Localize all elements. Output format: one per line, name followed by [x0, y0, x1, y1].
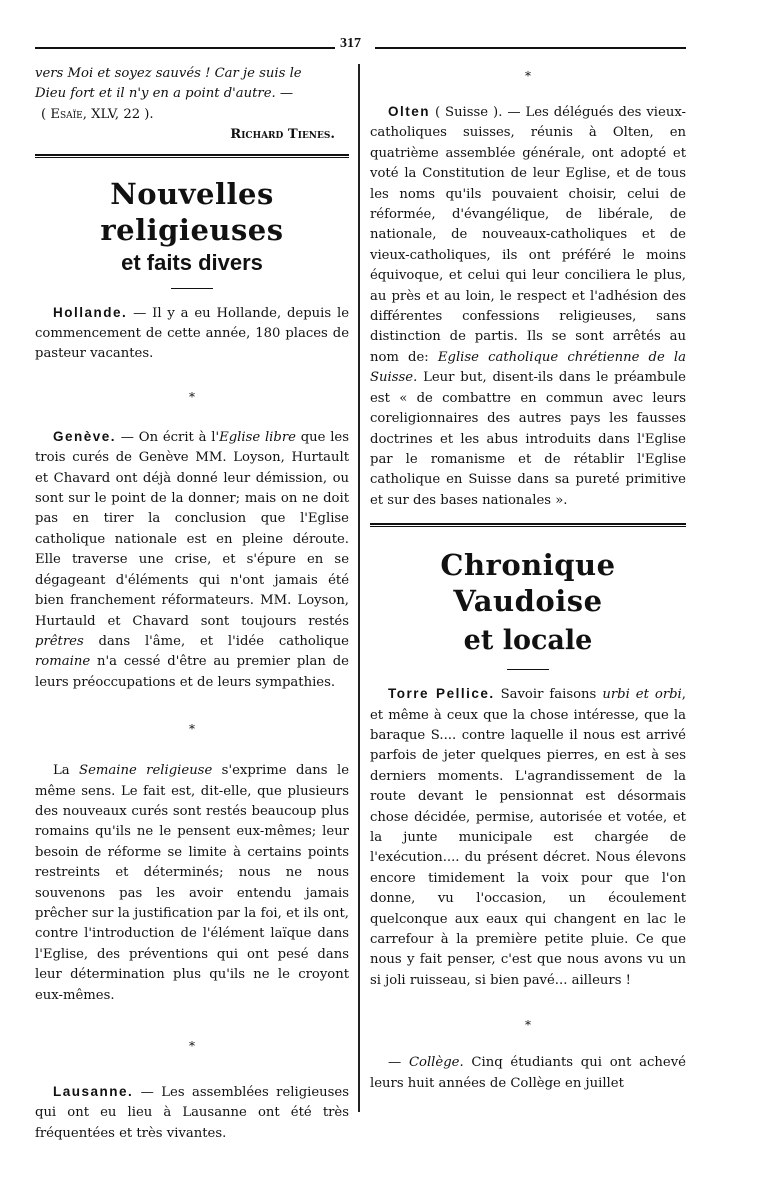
- article-lead-olten: Olten: [388, 104, 431, 119]
- separator-star-3: *: [189, 1039, 195, 1053]
- page-number: 317: [340, 36, 361, 51]
- geneve-italic-1: Eglise libre: [219, 429, 296, 445]
- article-lead-lausanne: Lausanne.: [53, 1084, 134, 1099]
- separator-star-2: *: [189, 722, 195, 737]
- semaine-italic: Semaine religieuse: [79, 763, 213, 779]
- header-rule-left: [35, 47, 335, 49]
- quote-reference: ( Esaïe, XLV, 22 ).: [41, 106, 154, 122]
- article-text-lausanne: — Les assemblées religieuses qui ont eu lieu à Lausanne ont été très fréquentées et très vivantes.: [35, 1085, 349, 1141]
- right-column: [370, 64, 686, 1094]
- article-text-hollande: — Il y a eu Hollande, depuis le commencement de cette année, 180 places de pasteur vacantes.: [35, 305, 349, 362]
- short-rule-right: [507, 669, 549, 670]
- article-geneve: [35, 427, 349, 693]
- article-olten: [370, 102, 686, 511]
- article-torre-pellice: [370, 684, 686, 991]
- section-subtitle-locale: et locale: [463, 625, 593, 657]
- section-rule-right: [370, 523, 686, 527]
- short-rule: [171, 288, 213, 289]
- section-rule: [35, 154, 349, 158]
- article-lead-geneve: Genève.: [53, 428, 117, 444]
- geneve-text-3: dans l'âme, et l'idée catholique: [83, 633, 349, 649]
- college-text: Cinq étudiants qui ont achevé leurs huit années de Collège en juillet: [370, 1055, 686, 1091]
- semaine-text-2: s'exprime dans le même sens. Le fait est, dit-elle, que plusieurs des nouveaux curés sont restés beaucoup plus romains qu'ils ne le pensent eux-mêmes; leur besoin de réforme se limite à certains points restreints et déterminés; nous ne nous souvenons pas les avoir entendu jamais prêcher sur la justification par la foi, et ils ont, contre l'introduction de l'élément laïque dans l'Eglise, des préventions qui ont pesé dans leur détermination plus qu'ils ne le croyont eux-mêmes.: [35, 763, 350, 1003]
- quote-line-2: Dieu fort et il n'y en a point d'autre. —: [35, 86, 294, 102]
- header-rule-right: [375, 47, 686, 49]
- section-title-nouvelles: Nouvelles religieuses: [100, 176, 284, 247]
- article-lead-torre: Torre Pellice.: [388, 686, 495, 702]
- section-subtitle-faits-divers: et faits divers: [121, 249, 263, 275]
- left-column: [35, 64, 349, 1144]
- article-semaine: [35, 761, 349, 1006]
- separator-star-0: *: [525, 69, 531, 83]
- column-divider: [358, 64, 360, 1112]
- olten-text-1: ( Suisse ). — Les délégués des vieux-catholiques suisses, réunis à Olten, en quatrième assemblée générale, ont adopté et voté la Constitution de leur Eglise, et de tous les noms qu'ils pouvaient choisir, celui de réformée, d'évangélique, de libérale, de nationale, de nouveaux-catholiques et de vieux-catholiques, ils ont préféré le moins équivoque, et celui qui leur conciliera le plus, au près et au loin, le respect et l'adhésion des différentes confessions religieuses, sans distinction de partis. Ils se sont arrêtés au nom de:: [370, 105, 686, 365]
- geneve-text-1: — On écrit à l': [116, 429, 220, 445]
- semaine-text-1: La: [53, 763, 80, 779]
- geneve-italic-2: prêtres: [35, 633, 84, 649]
- torre-text-1: Savoir faisons: [494, 687, 603, 703]
- olten-text-2: Leur but, disent-ils dans le préambule est « de combattre en commun avec leurs coreligionnaires des autres pays les fausses doctrines et les abus introduits dans l'Eglise par le romanisme et de rétablir l'Eglise catholique en Suisse dans sa pureté primitive et sur des bases nationales ».: [370, 370, 686, 508]
- separator-star-1: *: [189, 389, 195, 404]
- separator-star-4: *: [525, 1018, 531, 1033]
- college-italic: Collège.: [408, 1055, 464, 1071]
- section-title-chronique: Chronique Vaudoise: [440, 548, 616, 619]
- article-lead-hollande: Hollande.: [53, 304, 128, 320]
- geneve-text-4: n'a cessé d'être au premier plan de leurs préoccupations et de leurs sympathies.: [35, 654, 349, 690]
- article-lausanne: [35, 1082, 349, 1144]
- torre-italic: urbi et orbi: [602, 687, 682, 703]
- olten-italic: Eglise catholique chrétienne de la Suisse.: [370, 349, 686, 386]
- college-dash: —: [388, 1055, 409, 1071]
- quote-line-1: vers Moi et soyez sauvés ! Car je suis le: [35, 66, 302, 81]
- torre-text-2: , et même à ceux que la chose intéresse, que la baraque S.... contre laquelle il nous est arrivé parfois de jeter quelques pierres, en est à ses derniers moments. L'agrandissement de la route devant le pensionnat est désormais chose décidée, permise, autorisée et votée, et la junte municipale est chargée de l'exécution.... du présent décret. Nous élevons encore timidement la voix pour que l'on donne, vu l'occasion, un écoulement quelconque aux eaux qui changent en lac le carrefour à la première petite pluie. Ce que nous y fait penser, c'est que nous avons vu un si joli ruisseau, si bien pavé... ailleurs !: [370, 687, 686, 988]
- article-hollande: [35, 303, 349, 365]
- article-college: [370, 1053, 686, 1094]
- geneve-italic-3: romaine: [35, 654, 91, 670]
- geneve-text-2: que les trois curés de Genève MM. Loyson, Hurtault et Chavard ont déjà donné leur démission, ou sont sur le point de la donner; mais on ne doit pas en tirer la conclusion que l'Eglise catholique nationale est en pleine déroute. Elle traverse une crise, et s'épure en se dégageant d'éléments qui n'ont jamais été bien franchement réformateurs. MM. Loyson, Hurtauld et Chavard sont toujours restés: [35, 429, 350, 629]
- signature: Richard Tienes.: [230, 127, 335, 143]
